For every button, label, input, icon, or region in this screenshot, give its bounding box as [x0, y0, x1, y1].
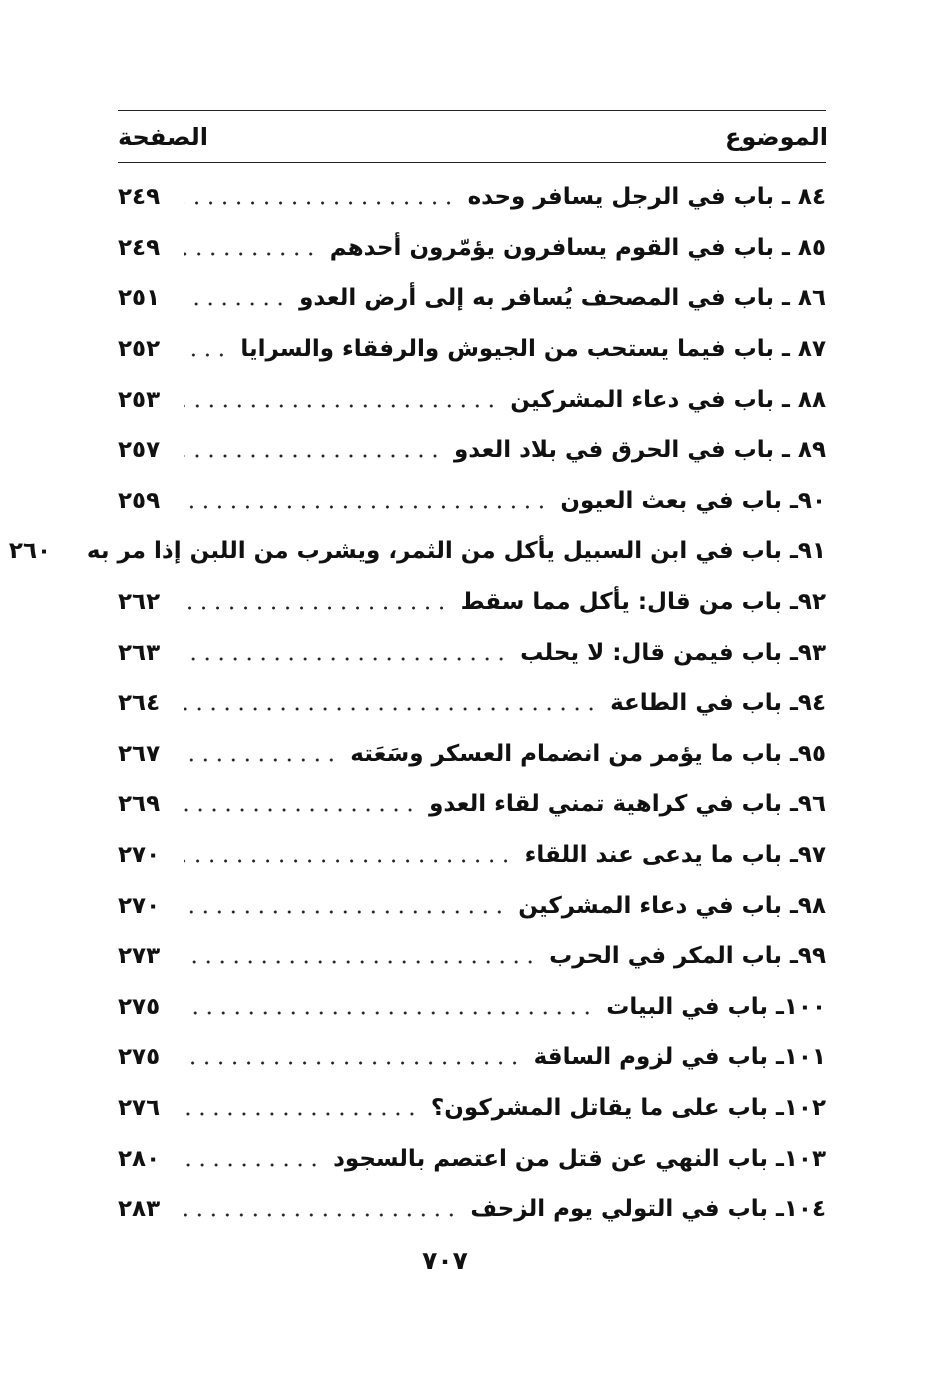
- toc-entry-title: ١٠٣ـ باب النهي عن قتل من اعتصم بالسجود: [333, 1145, 826, 1172]
- dot-leader: [184, 656, 508, 662]
- toc-row: [118, 172, 826, 223]
- toc-entry-title: ٨٩ ـ باب في الحرق في بلاد العدو: [454, 437, 826, 464]
- header-rule: [118, 162, 826, 163]
- toc-row: [118, 627, 826, 678]
- dot-leader: [184, 200, 456, 206]
- toc-entry-title: ١٠٤ـ باب في التولي يوم الزحف: [470, 1196, 826, 1223]
- toc-entry-title: ١٠١ـ باب في لزوم الساقة: [533, 1044, 826, 1071]
- toc-entry-page: ٢٤٩: [118, 184, 161, 211]
- toc-entry-title: ١٠٠ـ باب في البيات: [606, 993, 826, 1020]
- dot-leader: [184, 706, 598, 712]
- toc-entry-page: ٢٧٣: [118, 943, 161, 970]
- toc-row: [118, 982, 826, 1033]
- page-number: ٧٠٧: [422, 1246, 468, 1275]
- page-column-header: الصفحة: [118, 123, 209, 151]
- toc-entry-page: ٢٦٩: [118, 791, 161, 818]
- toc-entry-title: ٩٥ـ باب ما يؤمر من انضمام العسكر وسَعَته: [350, 740, 826, 767]
- toc-entry-page: ٢٧٠: [118, 892, 161, 919]
- toc-entry-page: ٢٥٢: [118, 336, 161, 363]
- toc-entry-page: ٢٦٢: [118, 589, 161, 616]
- toc-row: [118, 273, 826, 324]
- toc-row: [118, 1032, 826, 1083]
- toc-entry-title: ٩٠ـ باب في بعث العيون: [560, 487, 826, 514]
- toc-entry-title: ٨٨ ـ باب في دعاء المشركين: [510, 386, 826, 413]
- toc-entry-page: ٢٥١: [118, 285, 161, 312]
- toc-row: [8, 526, 826, 577]
- toc-entry-page: ٢٥٣: [118, 386, 161, 413]
- top-rule: [118, 110, 826, 111]
- toc-entry-title: ٩٩ـ باب المكر في الحرب: [549, 943, 826, 970]
- toc-entry-page: ٢٥٩: [118, 487, 161, 514]
- toc-entry-page: ٢٧٦: [118, 1094, 161, 1121]
- toc-entry-title: ٨٥ ـ باب في القوم يسافرون يؤمّرون أحدهم: [329, 234, 826, 261]
- dot-leader: [184, 807, 417, 813]
- toc-row: [118, 678, 826, 729]
- toc-row: [118, 931, 826, 982]
- toc-entry-page: ٢٦٤: [118, 690, 161, 717]
- dot-leader: [184, 858, 513, 864]
- toc-row: [118, 223, 826, 274]
- toc-entry-page: ٢٦٧: [118, 740, 161, 767]
- dot-leader: [184, 1060, 522, 1066]
- toc-entry-title: ٩٨ـ باب في دعاء المشركين: [518, 892, 826, 919]
- dot-leader: [184, 301, 287, 307]
- toc-row: [118, 1133, 826, 1184]
- dot-leader: [184, 909, 506, 915]
- dot-leader: [184, 251, 318, 257]
- dot-leader: [184, 403, 498, 409]
- toc-entry-title: ٩٦ـ باب في كراهية تمني لقاء العدو: [429, 791, 826, 818]
- toc-entry-title: ٩٢ـ باب من قال: يأكل مما سقط: [460, 589, 826, 616]
- toc-entry-title: ١٠٢ـ باب على ما يقاتل المشركون؟: [430, 1094, 826, 1121]
- toc-entry-title: ٩٧ـ باب ما يدعى عند اللقاء: [524, 842, 826, 869]
- toc-row: [118, 476, 826, 527]
- dot-leader: [184, 1212, 458, 1218]
- toc-row: [118, 1184, 826, 1235]
- toc-entry-page: ٢٤٩: [118, 234, 161, 261]
- toc-row: [118, 880, 826, 931]
- toc-row: [118, 324, 826, 375]
- dot-leader: [184, 453, 442, 459]
- toc-row: [118, 830, 826, 881]
- toc-entry-page: ٢٧٠: [118, 842, 161, 869]
- toc-row: [118, 779, 826, 830]
- toc-entry-page: ٢٨٠: [118, 1145, 161, 1172]
- toc-entry-page: ٢٥٧: [118, 437, 161, 464]
- toc-row: [118, 577, 826, 628]
- dot-leader: [184, 1111, 419, 1117]
- toc-entry-page: ٢٦٣: [118, 639, 161, 666]
- toc-entry-title: ٨٦ ـ باب في المصحف يُسافر به إلى أرض العدو: [299, 285, 826, 312]
- dot-leader: [184, 1162, 321, 1168]
- dot-leader: [184, 352, 228, 358]
- table-of-contents: [8, 172, 826, 1234]
- dot-leader: [184, 959, 537, 965]
- toc-entry-page: ٢٦٠: [8, 538, 52, 565]
- dot-leader: [184, 605, 449, 611]
- toc-entry-title: ٨٧ ـ باب فيما يستحب من الجيوش والرفقاء والسرايا: [240, 336, 826, 363]
- toc-entry-title: ٨٤ ـ باب في الرجل يسافر وحده: [467, 184, 826, 211]
- toc-row: [118, 374, 826, 425]
- toc-row: [118, 425, 826, 476]
- toc-entry-page: ٢٧٥: [118, 993, 161, 1020]
- toc-row: [118, 729, 826, 780]
- toc-entry-title: ٩٣ـ باب فيمن قال: لا يحلب: [520, 639, 826, 666]
- topic-column-header: الموضوع: [724, 123, 828, 151]
- toc-entry-title: ٩٤ـ باب في الطاعة: [610, 690, 826, 717]
- toc-row: [118, 1083, 826, 1134]
- toc-entry-title: ٩١ـ باب في ابن السبيل يأكل من الثمر، ويشرب من اللبن إذا مر به: [86, 538, 826, 565]
- toc-entry-page: ٢٧٥: [118, 1044, 161, 1071]
- toc-entry-page: ٢٨٣: [118, 1196, 161, 1223]
- dot-leader: [184, 504, 548, 510]
- dot-leader: [184, 757, 338, 763]
- dot-leader: [184, 1010, 594, 1016]
